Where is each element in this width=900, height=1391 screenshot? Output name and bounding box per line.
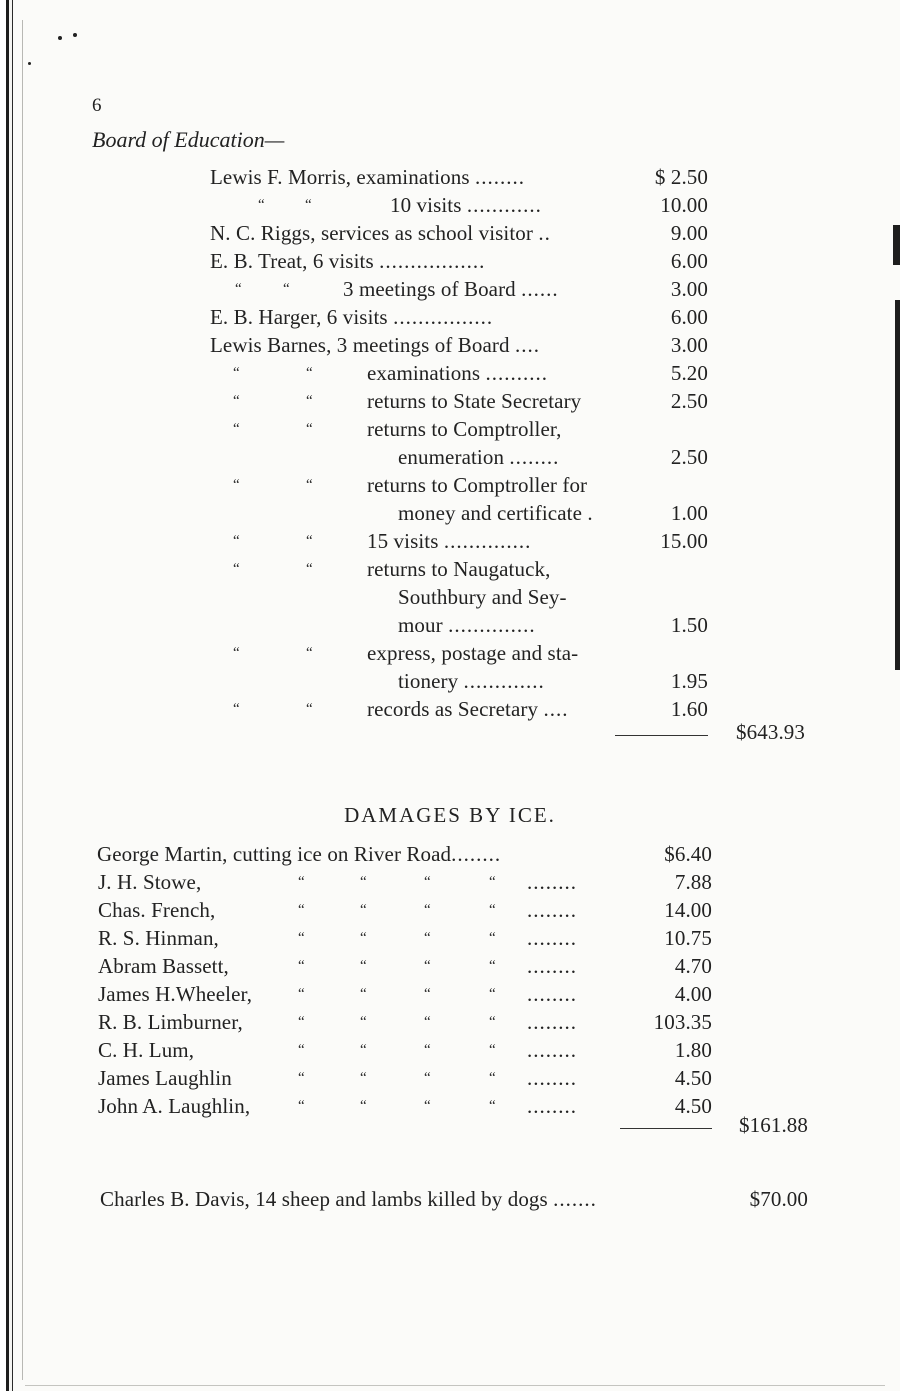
entry-description: Lewis Barnes, 3 meetings of Board <box>210 333 510 357</box>
entry-text <box>367 557 550 581</box>
ink-speck <box>28 62 31 65</box>
leader-dots: ........ <box>527 898 577 922</box>
entry-amount: 14.00 <box>664 898 712 922</box>
entry-text <box>210 305 493 329</box>
ditto-mark: “ <box>489 1014 496 1030</box>
entry-amount: 1.50 <box>670 613 708 637</box>
leader-dots: ........ <box>509 445 560 469</box>
ditto-mark: “ <box>424 930 431 946</box>
ditto-mark: “ <box>306 477 313 493</box>
entry-amount: 10.75 <box>664 926 712 950</box>
entry-description: mour <box>398 613 443 637</box>
page-margin-line <box>22 20 23 1380</box>
ditto-mark: “ <box>489 1042 496 1058</box>
section-total: $161.88 <box>739 1113 808 1137</box>
ditto-mark: “ <box>306 533 313 549</box>
entry-description: 3 meetings of Board <box>343 277 516 301</box>
ditto-mark: “ <box>424 1070 431 1086</box>
leader-dots: ........ <box>527 1010 577 1034</box>
leader-dots: ........ <box>451 842 502 866</box>
entry-amount: 1.80 <box>674 1038 712 1062</box>
entry-text <box>398 669 545 693</box>
entry-text <box>398 501 594 525</box>
entry-text <box>100 1187 597 1211</box>
entry-amount: 1.60 <box>670 697 708 721</box>
ditto-mark: “ <box>306 393 313 409</box>
section-heading: Board of Education— <box>92 127 285 152</box>
ditto-mark: “ <box>233 477 240 493</box>
entry-amount: 1.95 <box>670 669 708 693</box>
leader-dots: ................ <box>393 305 494 329</box>
ditto-mark: “ <box>489 874 496 890</box>
entry-text <box>367 473 587 497</box>
entry-amount: 2.50 <box>670 389 708 413</box>
ditto-mark: “ <box>489 986 496 1002</box>
ditto-mark: “ <box>424 1042 431 1058</box>
entry-description: George Martin, cutting ice on River Road <box>97 842 452 866</box>
entry-amount: 10.00 <box>660 193 708 217</box>
entry-amount: 4.50 <box>674 1066 712 1090</box>
leader-dots: .......... <box>485 361 549 385</box>
leader-dots: ................. <box>379 249 486 273</box>
entry-text <box>398 613 536 637</box>
entry-text <box>210 333 540 357</box>
entry-amount: 3.00 <box>670 333 708 357</box>
ditto-mark: “ <box>298 1014 305 1030</box>
page-right-edge-mark <box>893 225 900 265</box>
entry-text <box>97 842 501 866</box>
leader-dots: .............. <box>443 529 532 553</box>
entry-amount: $70.00 <box>749 1187 808 1211</box>
ditto-mark: “ <box>489 902 496 918</box>
ditto-mark: “ <box>233 421 240 437</box>
leader-dots: .... <box>543 697 569 721</box>
entry-amount: 7.88 <box>674 870 712 894</box>
ditto-mark: “ <box>298 902 305 918</box>
ditto-mark: “ <box>424 986 431 1002</box>
entry-text <box>367 697 568 721</box>
ditto-mark: “ <box>360 1014 367 1030</box>
leader-dots: ........ <box>527 870 577 894</box>
entry-description: returns to Comptroller, <box>367 417 562 441</box>
claimant-name: Abram Bassett, <box>98 954 229 978</box>
entry-amount: $ 2.50 <box>654 165 708 189</box>
entry-description: E. B. Treat, 6 visits <box>210 249 374 273</box>
claimant-name: James H.Wheeler, <box>98 982 253 1006</box>
entry-text <box>390 193 542 217</box>
ditto-mark: “ <box>298 958 305 974</box>
claimant-name: James Laughlin <box>98 1066 232 1090</box>
entry-description: Southbury and Sey- <box>398 585 567 609</box>
ditto-mark: “ <box>233 561 240 577</box>
ditto-mark: “ <box>360 1098 367 1114</box>
entry-description: money and certificate <box>398 501 583 525</box>
leader-dots: .............. <box>448 613 536 637</box>
section-title: DAMAGES BY ICE. <box>344 803 556 827</box>
ditto-mark: “ <box>283 281 290 297</box>
ditto-mark: “ <box>233 393 240 409</box>
claimant-name: R. S. Hinman, <box>98 926 219 950</box>
ditto-mark: “ <box>305 197 312 213</box>
leader-dots: ............. <box>463 669 545 693</box>
entry-amount: 4.00 <box>674 982 712 1006</box>
entry-amount: 3.00 <box>670 277 708 301</box>
entry-amount: 6.00 <box>670 249 708 273</box>
subtotal-rule <box>620 1128 712 1129</box>
entry-amount: 15.00 <box>660 529 708 553</box>
claimant-name: R. B. Limburner, <box>98 1010 243 1034</box>
ditto-mark: “ <box>306 561 313 577</box>
ditto-mark: “ <box>489 1070 496 1086</box>
entry-text <box>367 417 562 441</box>
ditto-mark: “ <box>489 1098 496 1114</box>
ditto-mark: “ <box>360 986 367 1002</box>
ditto-mark: “ <box>424 902 431 918</box>
ink-speck <box>73 33 77 37</box>
entry-description: examinations <box>367 361 481 385</box>
page-right-edge-mark <box>895 300 900 670</box>
leader-dots: ........ <box>527 1066 577 1090</box>
claimant-name: Chas. French, <box>98 898 216 922</box>
entry-amount: 9.00 <box>670 221 708 245</box>
ditto-mark: “ <box>298 874 305 890</box>
page-binding-edge <box>0 0 20 1391</box>
entry-description: enumeration <box>398 445 505 469</box>
page-number: 6 <box>92 95 102 116</box>
ditto-mark: “ <box>233 645 240 661</box>
entry-amount: 1.00 <box>670 501 708 525</box>
entry-description: E. B. Harger, 6 visits <box>210 305 388 329</box>
entry-description: 15 visits <box>367 529 439 553</box>
ditto-mark: “ <box>489 930 496 946</box>
ditto-mark: “ <box>360 902 367 918</box>
entry-amount: $6.40 <box>664 842 712 866</box>
ditto-mark: “ <box>258 197 265 213</box>
ditto-mark: “ <box>298 1070 305 1086</box>
entry-description: returns to State Secretary <box>367 389 582 413</box>
entry-description: returns to Naugatuck, <box>367 557 551 581</box>
entry-description: 10 visits <box>390 193 462 217</box>
ditto-mark: “ <box>233 533 240 549</box>
entry-description: express, postage and sta- <box>367 641 579 665</box>
subtotal-rule <box>615 735 708 736</box>
claimant-name: J. H. Stowe, <box>98 870 202 894</box>
leader-dots: ........ <box>527 954 577 978</box>
leader-dots: ...... <box>521 277 559 301</box>
leader-dots: .... <box>514 333 540 357</box>
ditto-mark: “ <box>424 958 431 974</box>
claimant-name: C. H. Lum, <box>98 1038 195 1062</box>
entry-text <box>367 641 578 665</box>
ditto-mark: “ <box>298 1042 305 1058</box>
page-bottom-edge <box>25 1385 885 1386</box>
entry-description: returns to Comptroller for <box>367 473 588 497</box>
ditto-mark: “ <box>424 1014 431 1030</box>
entry-text <box>210 165 525 189</box>
entry-amount: 103.35 <box>653 1010 712 1034</box>
ditto-mark: “ <box>233 365 240 381</box>
leader-dots: ........ <box>527 1038 577 1062</box>
ditto-mark: “ <box>306 645 313 661</box>
entry-text <box>367 529 531 553</box>
entry-amount: 6.00 <box>670 305 708 329</box>
ditto-mark: “ <box>306 701 313 717</box>
section-total: $643.93 <box>736 720 805 744</box>
entry-amount: 4.50 <box>674 1094 712 1118</box>
ditto-mark: “ <box>424 1098 431 1114</box>
ink-speck <box>58 36 62 40</box>
entry-amount: 2.50 <box>670 445 708 469</box>
ditto-mark: “ <box>233 701 240 717</box>
entry-text <box>367 361 548 385</box>
entry-text <box>210 249 485 273</box>
ditto-mark: “ <box>298 1098 305 1114</box>
entry-amount: 4.70 <box>674 954 712 978</box>
leader-dots: ........ <box>474 165 525 189</box>
ditto-mark: “ <box>360 958 367 974</box>
entry-description: N. C. Riggs, services as school visitor <box>210 221 533 245</box>
leader-dots: .. <box>538 221 551 245</box>
ditto-mark: “ <box>306 365 313 381</box>
leader-dots: ........ <box>527 1094 577 1118</box>
ditto-mark: “ <box>489 958 496 974</box>
leader-dots: ........ <box>527 982 577 1006</box>
ditto-mark: “ <box>360 1042 367 1058</box>
entry-text <box>210 221 551 245</box>
leader-dots: ....... <box>553 1187 597 1211</box>
entry-description: records as Secretary <box>367 697 539 721</box>
ditto-mark: “ <box>360 1070 367 1086</box>
leader-dots: . <box>587 501 594 525</box>
ditto-mark: “ <box>360 930 367 946</box>
entry-description: Charles B. Davis, 14 sheep and lambs killed by dogs <box>100 1187 548 1211</box>
entry-text <box>367 389 581 413</box>
ditto-mark: “ <box>306 421 313 437</box>
entry-description: Lewis F. Morris, examinations <box>210 165 470 189</box>
claimant-name: John A. Laughlin, <box>98 1094 251 1118</box>
entry-text <box>398 445 559 469</box>
ditto-mark: “ <box>298 930 305 946</box>
entry-description: tionery <box>398 669 459 693</box>
entry-amount: 5.20 <box>670 361 708 385</box>
leader-dots: ........ <box>527 926 577 950</box>
entry-text <box>343 277 559 301</box>
ditto-mark: “ <box>235 281 242 297</box>
entry-text <box>398 585 567 609</box>
leader-dots: ............ <box>466 193 542 217</box>
ditto-mark: “ <box>360 874 367 890</box>
ditto-mark: “ <box>424 874 431 890</box>
ditto-mark: “ <box>298 986 305 1002</box>
